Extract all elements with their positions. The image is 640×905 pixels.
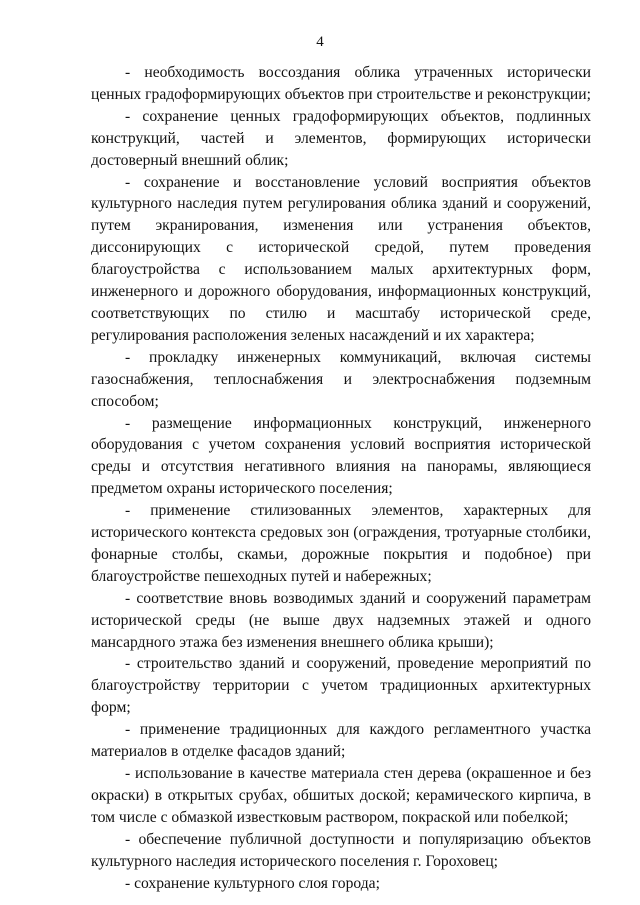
list-item: - применение традиционных для каждого регламентного участка материалов в отделке фасадов зданий;: [91, 721, 591, 761]
list-item: - размещение информационных конструкций, инженерного оборудования с учетом сохранения условий восприятия исторической среды и отсутствия негативного влияния на панорамы, являющиеся предметом охраны исторического поселения;: [91, 414, 591, 498]
list-item: - соответствие вновь возводимых зданий и сооружений параметрам исторической среды (не выше двух надземных этажей и одного мансардного этажа без изменения внешнего облика крыши);: [91, 589, 591, 651]
list-item: - прокладку инженерных коммуникаций, включая системы газоснабжения, теплоснабжения и электроснабжения подземным способом;: [91, 348, 591, 410]
list-item: - сохранение культурного слоя города;: [125, 874, 380, 892]
list-item: - сохранение и восстановление условий восприятия объектов культурного наследия путем регулирования облика зданий и сооружений, путем экранирования, изменения или устранения объектов, диссонирующих с исторической средой, путем проведения благоустройства с использованием малых архитектурных форм, инженерного и дорожного оборудования, информационных конструкций, соответствующих по стилю и масштабу исторической среде, регулирования расположения зеленых насаждений и их характера;: [91, 173, 591, 344]
list-item: - использование в качестве материала стен дерева (окрашенное и без окраски) в открытых срубах, обшитых доской; керамического кирпича, в том числе с обмазкой известковым раствором, покраской или побелкой;: [91, 765, 591, 826]
list-item: - обеспечение публичной доступности и популяризацию объектов культурного наследия исторического поселения г. Гороховец;: [91, 830, 591, 870]
document-body: [91, 62, 591, 894]
list-item: - необходимость воссоздания облика утраченных исторически ценных градоформирующих объектов при строительстве и реконструкции;: [91, 64, 591, 103]
page-number: 4: [316, 34, 324, 50]
list-item: - строительство зданий и сооружений, проведение мероприятий по благоустройству территории с учетом традиционных архитектурных форм;: [91, 655, 591, 717]
list-item: - применение стилизованных элементов, характерных для исторического контекста средовых зон (ограждения, тротуарные столбики, фонарные столбы, скамьи, дорожные покрытия и подобное) при благоустройстве пешеходных путей и набережных;: [91, 502, 591, 585]
list-item: - сохранение ценных градоформирующих объектов, подлинных конструкций, частей и элементов, формирующих исторически достоверный внешний облик;: [91, 107, 591, 169]
